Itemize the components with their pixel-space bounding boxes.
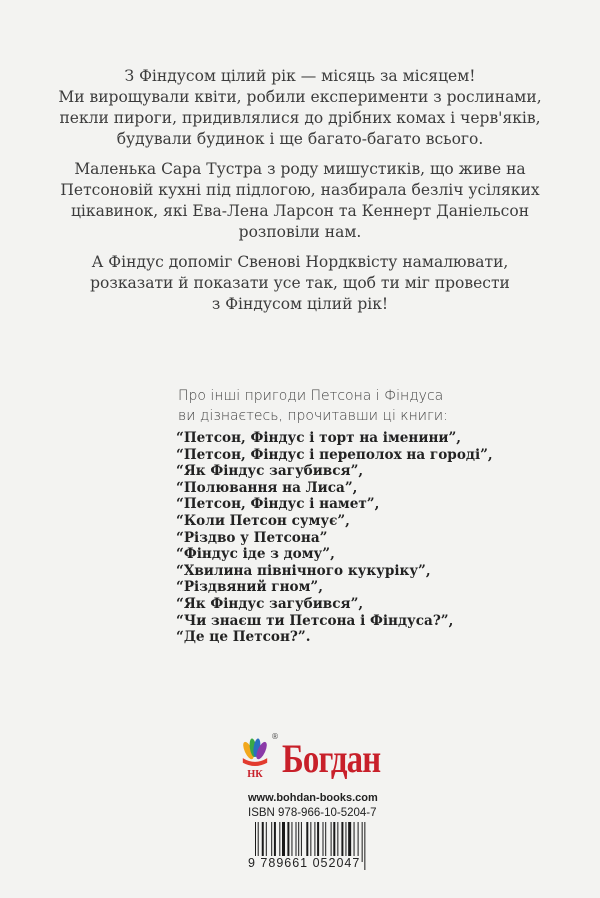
text-line: пекли пироги, придивлялися до дрібних комах і черв'яків, <box>59 109 541 127</box>
barcode-digits: 9 789661 052047 <box>248 856 361 870</box>
text-line: розказати й показати усе так, щоб ти міг провести <box>90 274 510 292</box>
intro-paragraph-3 <box>20 252 580 315</box>
text-line: Маленька Сара Тустра з роду мишустиків, що живе на <box>74 160 526 178</box>
intro-paragraph-1 <box>20 66 580 150</box>
logo-mark-text: НК <box>247 768 263 780</box>
intro-text <box>20 66 580 324</box>
publisher-logo <box>240 732 390 786</box>
text-line: З Фіндусом цілий рік — місяць за місяцем! <box>124 67 476 85</box>
text-line: розповіли нам. <box>238 223 362 241</box>
book-title: “Хвилина північного кукуріку”, <box>176 562 431 579</box>
book-title: “Чи знаєш ти Петсона і Фіндуса?”, <box>176 612 454 629</box>
barcode-bar <box>364 822 365 870</box>
text-line: з Фіндусом цілий рік! <box>211 295 389 313</box>
text-line: будували будинок і ще багато-багато всього. <box>116 130 484 148</box>
book-title: “Петсон, Фіндус і торт на іменини”, <box>176 430 462 446</box>
text-line: ви дізнаєтесь, прочитавши ці книги: <box>178 408 448 424</box>
book-title: “Як Фіндус загубився”, <box>176 463 364 480</box>
book-title: “Петсон, Фіндус і переполох на городі”, <box>176 446 493 463</box>
text-line: Петсоновій кухні під підлогою, назбирала безліч усіляких <box>60 181 540 199</box>
registered-mark: ® <box>271 732 279 741</box>
book-title: “Різдвяний гном”, <box>176 579 323 596</box>
text-line: цікавинок, які Ева-Лена Ларсон та Кеннерт Даніельсон <box>70 202 530 220</box>
text-line: Ми вирощували квіти, робили експерименти з рослинами, <box>58 88 542 106</box>
barcode-bar <box>362 822 363 862</box>
isbn: ISBN 978-966-10-5204-7 <box>248 807 377 819</box>
book-title: “Полювання на Лиса”, <box>176 479 358 496</box>
book-title: “Різдво у Петсона” <box>176 529 328 546</box>
book-flower-icon <box>240 736 270 782</box>
publisher-name: Богдан <box>282 736 381 781</box>
intro-paragraph-2 <box>20 159 580 243</box>
text-line: Про інші пригоди Петсона і Фіндуса <box>178 388 444 404</box>
book-title: “Як Фіндус загубився”, <box>176 595 364 612</box>
publisher-url: www.bohdan-books.com <box>248 792 378 804</box>
book-title: “Де це Петсон?”. <box>176 629 311 646</box>
more-books-intro <box>178 386 448 426</box>
book-list <box>176 430 493 646</box>
book-title: “Фіндус іде з дому”, <box>176 546 335 563</box>
book-title: “Петсон, Фіндус і намет”, <box>176 496 380 513</box>
text-line: А Фіндус допоміг Свенові Нордквісту намалювати, <box>91 253 509 271</box>
book-title: “Коли Петсон сумує”, <box>176 512 350 529</box>
